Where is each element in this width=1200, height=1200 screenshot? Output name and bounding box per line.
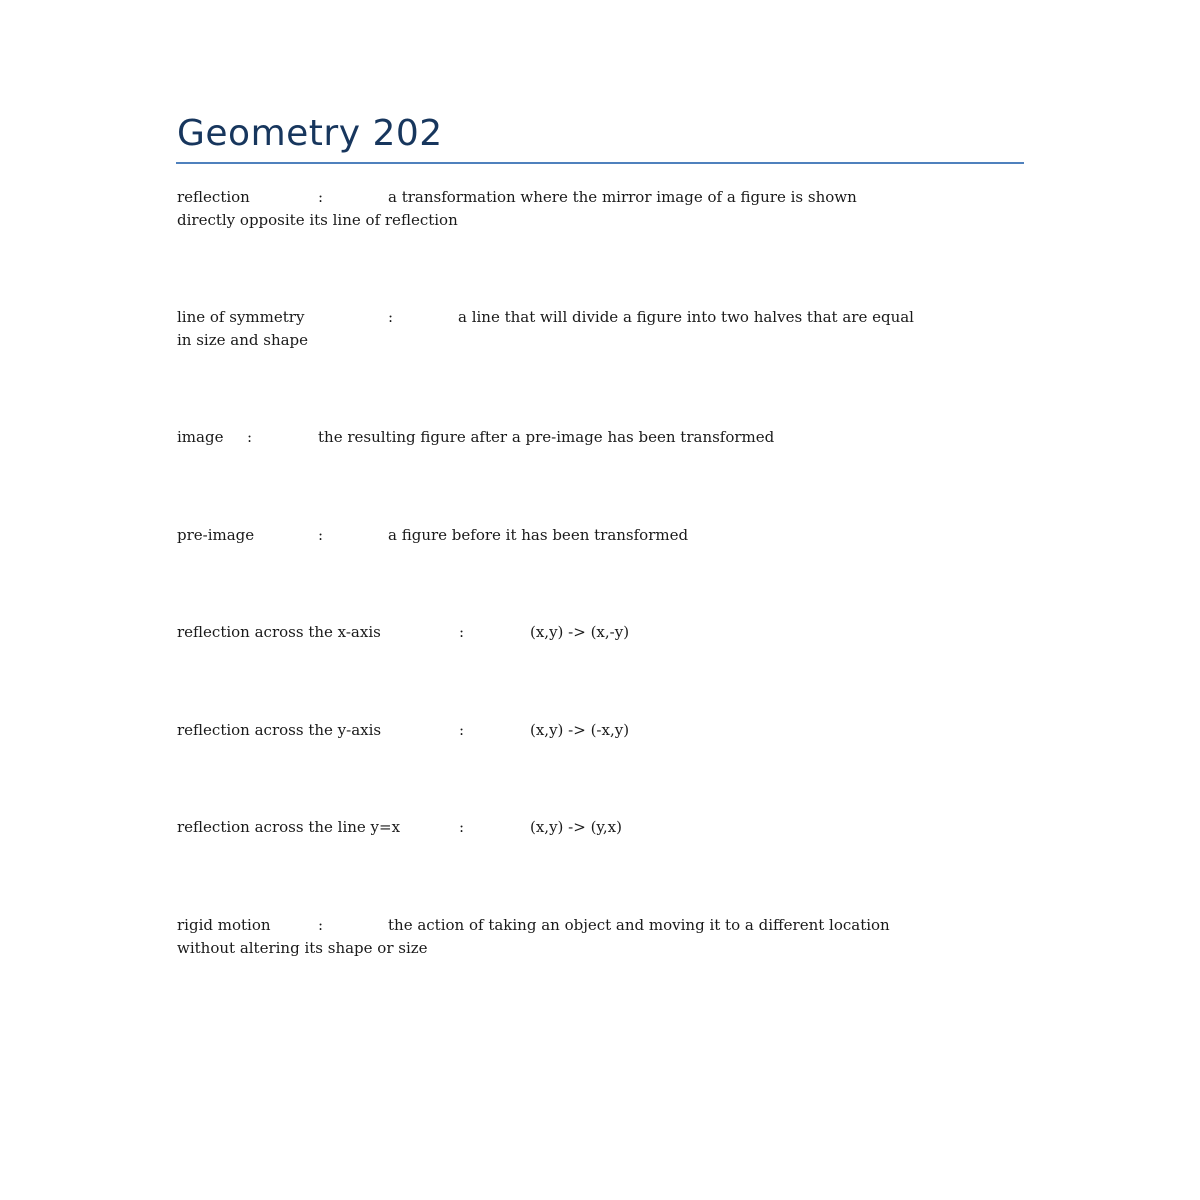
entry-definition: the action of taking an object and moving it to a different location [388, 916, 890, 934]
entry-colon: : [459, 818, 465, 836]
entry-definition-continued: without altering its shape or size [177, 938, 428, 957]
entry-definition: a transformation where the mirror image of a figure is shown [388, 188, 857, 206]
entry-term: reflection across the line y=x [177, 818, 401, 836]
entry-colon: : [459, 721, 465, 739]
title-underline [176, 162, 1024, 164]
entry-colon: : [459, 623, 465, 641]
entry-term: reflection across the y-axis [177, 721, 382, 739]
entry-colon: : [318, 916, 324, 934]
entry-colon: : [318, 188, 324, 206]
entry-definition: a line that will divide a figure into two halves that are equal [458, 308, 914, 326]
entry-colon: : [318, 526, 324, 544]
entry-colon: : [388, 308, 394, 326]
entry-term: image [177, 428, 224, 446]
entry-definition: (x,y) -> (x,-y) [530, 623, 630, 641]
entry-definition: a figure before it has been transformed [388, 526, 689, 544]
entry-term: rigid motion [177, 916, 271, 934]
entry-definition-continued: in size and shape [177, 330, 309, 349]
entry-term: line of symmetry [177, 308, 305, 326]
entry-definition: (x,y) -> (y,x) [530, 818, 622, 836]
page-title: Geometry 202 [177, 113, 443, 154]
entry-term: pre-image [177, 526, 255, 544]
entry-term: reflection across the x-axis [177, 623, 381, 641]
entry-term: reflection [177, 188, 250, 206]
entry-definition-continued: directly opposite its line of reflection [177, 210, 458, 229]
entry-definition: (x,y) -> (-x,y) [530, 721, 630, 739]
entry-definition: the resulting figure after a pre-image has been transformed [318, 428, 775, 446]
entry-colon: : [247, 428, 253, 446]
